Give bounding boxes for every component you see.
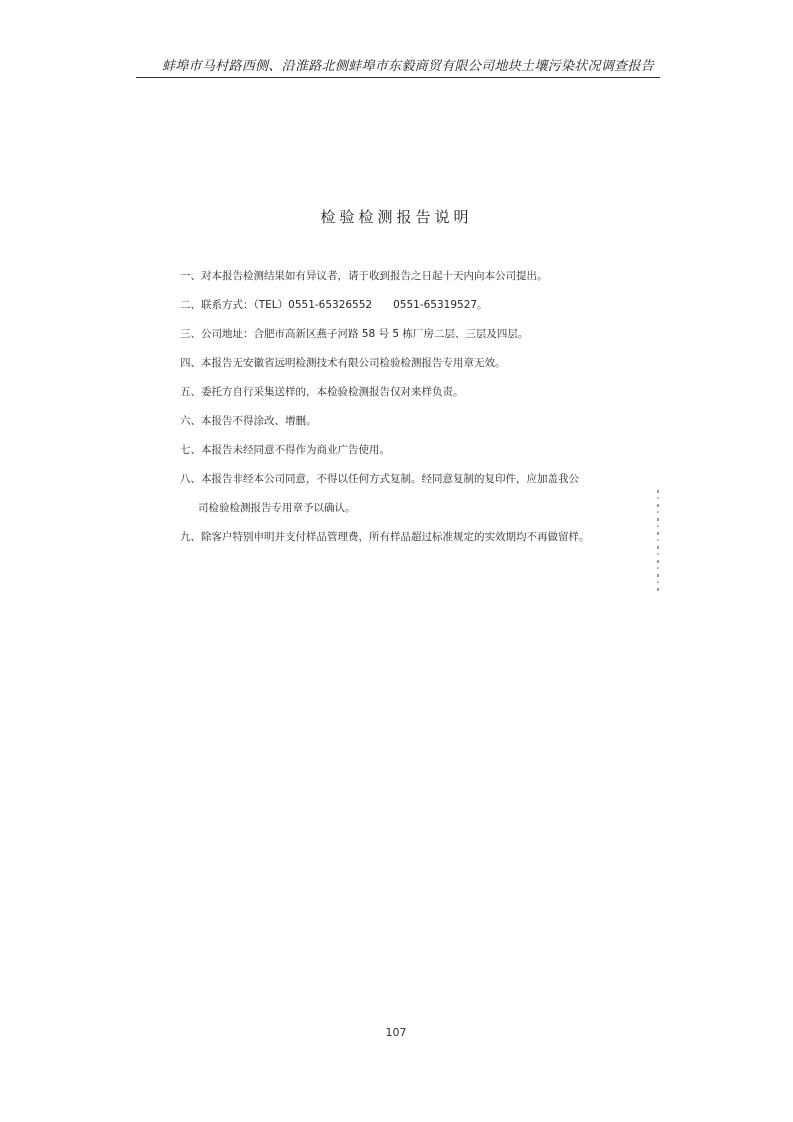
note-item-9: 九、除客户特别申明并支付样品管理费，所有样品超过标准规定的实效期均不再做留样。: [180, 531, 590, 543]
note-item-4: 四、本报告无安徽省远明检测技术有限公司检验检测报告专用章无效。: [180, 357, 506, 369]
header-divider: [136, 77, 660, 78]
note-item-3: 三、公司地址：合肥市高新区燕子河路 58 号 5 栋厂房二层、三层及四层。: [180, 328, 529, 340]
note-item-7: 七、本报告未经同意不得作为商业广告使用。: [180, 444, 390, 456]
scan-edge-mark: [657, 490, 659, 595]
note-item-6: 六、本报告不得涂改、增删。: [180, 415, 317, 427]
note-item-1: 一、对本报告检测结果如有异议者，请于收到报告之日起十天内向本公司提出。: [180, 270, 548, 282]
document-title: 检验检测报告说明: [320, 208, 473, 226]
note-item-8-continuation: 司检验检测报告专用章予以确认。: [198, 502, 356, 514]
note-item-5: 五、委托方自行采集送样的，本检验检测报告仅对来样负责。: [180, 386, 464, 398]
page-number: 107: [385, 1026, 407, 1039]
note-item-8: 八、本报告非经本公司同意，不得以任何方式复制。经同意复制的复印件，应加盖我公: [180, 473, 579, 485]
notes-list: [180, 262, 650, 552]
note-item-2: 二、联系方式：（TEL）0551-65326552 0551-65319527。: [180, 299, 488, 311]
running-header: 蚌埠市马村路西侧、沿淮路北侧蚌埠市东毅商贸有限公司地块土壤污染状况调查报告: [161, 59, 655, 74]
